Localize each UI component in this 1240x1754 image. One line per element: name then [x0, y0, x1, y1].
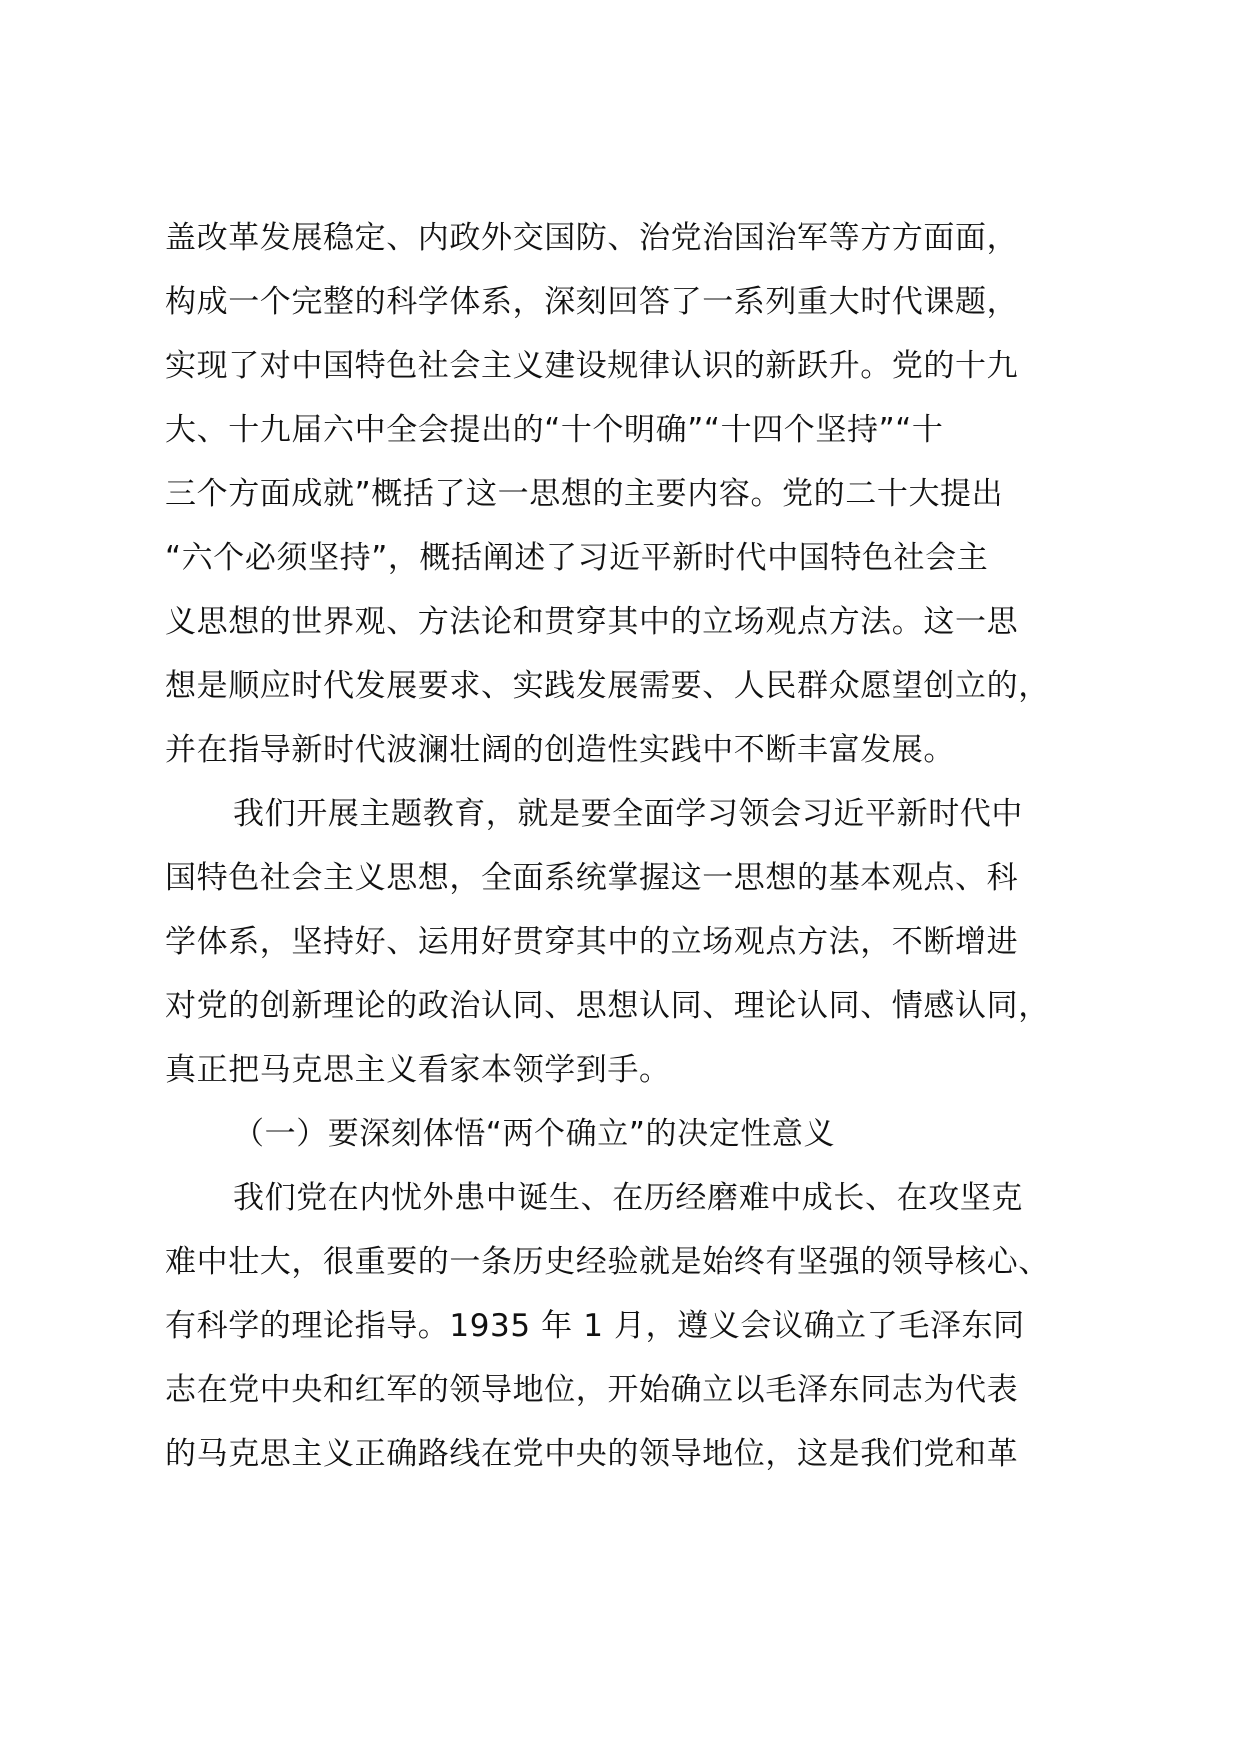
text-line: 国特色社会主义思想，全面系统掌握这一思想的基本观点、科: [165, 860, 1019, 896]
text-line: 学体系，坚持好、运用好贯穿其中的立场观点方法，不断增进: [165, 924, 1019, 960]
text-line: 盖改革发展稳定、内政外交国防、治党治国治军等方方面面，: [165, 220, 1019, 256]
text-line: 实现了对中国特色社会主义建设规律认识的新跃升。党的十九: [165, 348, 1019, 384]
paragraph-start-line: 我们党在内忧外患中诞生、在历经磨难中成长、在攻坚克: [233, 1180, 1023, 1216]
text-line: 真正把马克思主义看家本领学到手。: [165, 1052, 671, 1088]
text-line: 有科学的理论指导。1935 年 1 月，遵义会议确立了毛泽东同: [165, 1308, 1025, 1344]
text-line: 难中壮大，很重要的一条历史经验就是始终有坚强的领导核心、: [165, 1244, 1050, 1280]
text-line: 对党的创新理论的政治认同、思想认同、理论认同、情感认同，: [165, 988, 1050, 1024]
text-line: 并在指导新时代波澜壮阔的创造性实践中不断丰富发展。: [165, 732, 955, 768]
text-line: 三个方面成就”概括了这一思想的主要内容。党的二十大提出: [165, 476, 1004, 512]
text-line: 大、十九届六中全会提出的“十个明确”“十四个坚持”“十: [165, 412, 944, 448]
body-text: [165, 206, 1105, 1486]
text-line: 志在党中央和红军的领导地位，开始确立以毛泽东同志为代表: [165, 1372, 1019, 1408]
text-line: 构成一个完整的科学体系，深刻回答了一系列重大时代课题，: [165, 284, 1019, 320]
paragraph-start-line: 我们开展主题教育，就是要全面学习领会习近平新时代中: [233, 796, 1023, 832]
text-line: 义思想的世界观、方法论和贯穿其中的立场观点方法。这一思: [165, 604, 1019, 640]
section-heading: （一）要深刻体悟“两个确立”的决定性意义: [233, 1116, 836, 1152]
text-line: 想是顺应时代发展要求、实践发展需要、人民群众愿望创立的，: [165, 668, 1050, 704]
text-line: “六个必须坚持”，概括阐述了习近平新时代中国特色社会主: [165, 540, 989, 576]
text-line: 的马克思主义正确路线在党中央的领导地位，这是我们党和革: [165, 1436, 1019, 1472]
